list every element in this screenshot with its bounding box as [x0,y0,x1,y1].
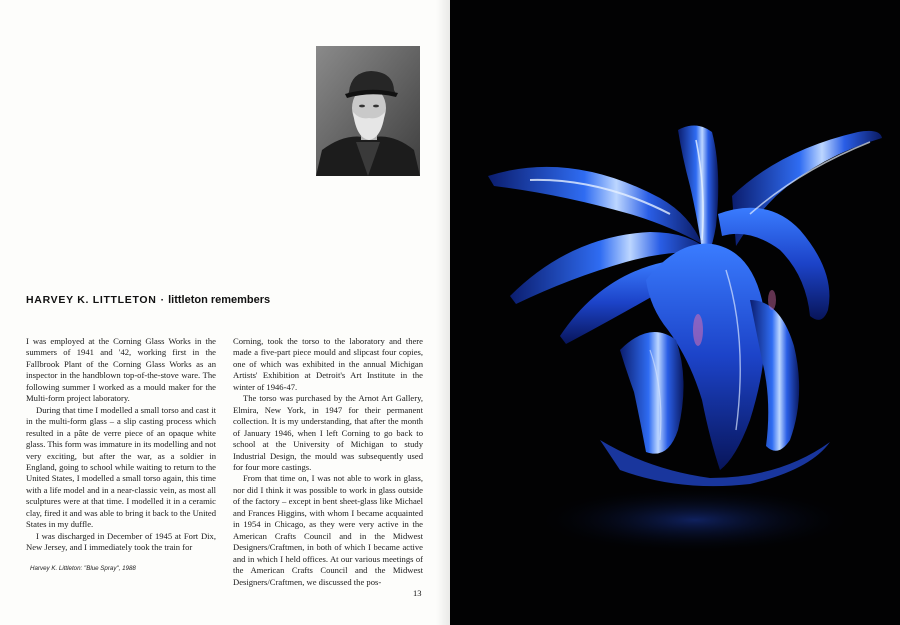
paragraph: I was employed at the Corning Glass Works in the summers of 1941 and '42, working first in the Fallbrook Plant of the Corning Glass Works as an inspector in the handblown top-of-the-stove ware. The following summer I worked as a mould maker for the Multi-form project laboratory. [26,336,216,404]
paragraph: I was discharged in December of 1945 at Fort Dix, New Jersey, and I immediately took the train for [26,530,216,553]
right-page [450,0,900,625]
article-title: littleton remembers [168,294,271,306]
heading-separator: · [160,294,165,306]
paragraph: The torso was purchased by the Arnot Art Gallery, Elmira, New York, in 1947 for their permanent collection. It is my understanding, that after the month of January 1946, when I left Corning to go back to school at the University of Michigan to study Industrial Design, the mould was subsequently used for four more castings. [233,393,423,472]
blue-spray-glass-sculpture-photo [450,0,900,625]
paragraph: From that time on, I was not able to work in glass, nor did I think it was possible to work in glass outside of the factory – except in bent sheet-glass like Michael and Frances Higgins, with whom I became acquainted in 1954 in Chicago, as they were very active in the American Crafts Council and in the Midwest Designers/Craftmen, in both of which I became active and in which I held offices. At our various meetings of the American Crafts Council and the Midwest Designers/Craftmen, we discussed the pos- [233,473,423,587]
paragraph: During that time I modelled a small torso and cast it in the multi-form glass – a slip casting process which resulted in a pâte de verre piece of an opaque white glass. This form was immature in its modelling and not very exciting, but after the war, as a soldier in England, going to school while waiting to return to the United States, I modelled a small torso again, this time with a life model and in a near-classic vein, as most all sculptures were at that time. I modelled it in a ceramic clay, fired it and was able to bring it back to the United States in my duffle. [26,404,216,530]
photo-caption: Harvey K. Littleton: "Blue Spray", 1988 [30,565,136,572]
gutter-shadow [436,0,450,625]
article-heading [26,294,270,306]
page-number: 13 [413,588,422,598]
author-portrait [316,46,420,176]
author-name: HARVEY K. LITTLETON [26,294,157,306]
text-column-2 [233,336,423,588]
text-column-1 [26,336,216,554]
paragraph: Corning, took the torso to the laboratory and there made a five-part piece mould and slipcast four copies, one of which was exhibited in the annual Michigan Artists' Exhibition at Detroit's Art Institute in the winter of 1946-47. [233,336,423,392]
